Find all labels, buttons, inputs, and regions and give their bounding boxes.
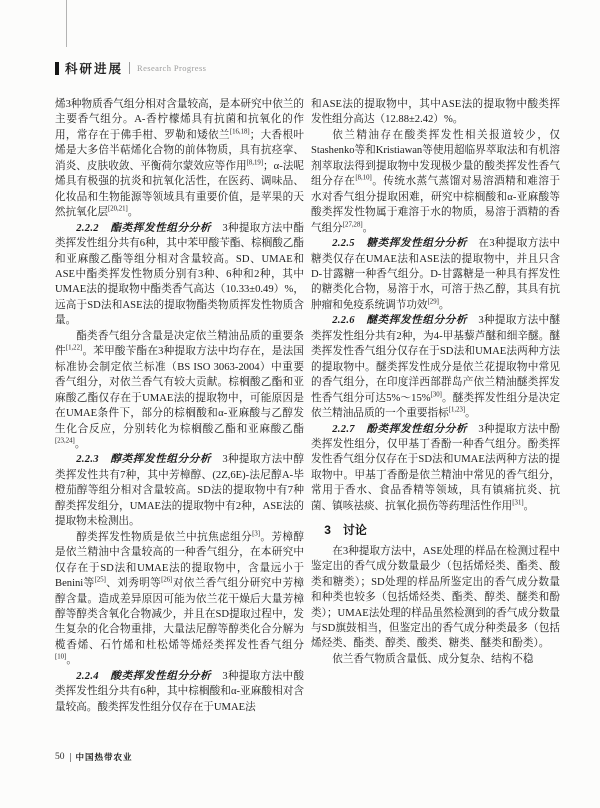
paragraph: 酯类香气组分含量是决定依兰精油品质的重要条件[1,22]。苯甲酸苄酯在3种提取方法中均存在，是法国标准协会制定依兰标准（BS ISO 3063-2004）中重要香气组分，对依兰香气有较大贡献。棕榈酸乙酯和亚麻酸乙酯仅存在于UMAE法的提取物中，可能原因是在UMAE条件下，部分的棕榈酸和α-亚麻酸与乙醇发生化合反应，分别转化为棕榈酸乙酯和亚麻酸乙酯[23,24]。 xyxy=(55,330,304,450)
citation-ref: [16,18] xyxy=(229,128,250,136)
citation-ref: [10] xyxy=(55,653,67,661)
paragraph: 2.2.7 酚类挥发性组分分析 3种提取方法中酚类挥发性组分，仅甲基丁香酚一种香气组分。酚类挥发性香气组分仅存在于SD法和UMAE法两种方法的提取物中。甲基丁香酚是依兰精油中常见的香气组分，常用于香水、食品香精等领域，具有镇痛抗炎、抗菌、镇咳祛痰、抗氧化损伤等药理活性作用[31]。 xyxy=(311,423,560,512)
left-column xyxy=(55,97,304,749)
subsection-label: 2.2.7 酚类挥发性组分分析 xyxy=(332,423,479,435)
section-title-cn: 科研进展 xyxy=(65,62,124,76)
subsection-label: 2.2.2 酯类挥发性组分分析 xyxy=(76,222,223,234)
subsection-label: 2.2.3 醇类挥发性组分分析 xyxy=(76,454,223,466)
paragraph: 依兰香气物质含量低、成分复杂、结构不稳 xyxy=(332,653,534,665)
citation-ref: [1,23] xyxy=(448,406,466,414)
paragraph: 在3种提取方法中，ASE处理的样品在检测过程中鉴定出的香气成分数量最少（包括烯烃类、酯类、酸类和糖类）；SD处理的样品所鉴定出的香气成分数量和种类也较多（包括烯烃类、酯类、醇类、醚类和酚类）；UMAE法处理的样品虽然检测到的香气成分数量与SD旗鼓相当，但鉴定出的香气成分种类最多（包括烯烃类、酯类、醇类、酸类、糖类、醚类和酚类）。 xyxy=(311,545,560,650)
subsection-label: 2.2.6 醚类挥发性组分分析 xyxy=(332,315,479,327)
article-body xyxy=(55,97,560,749)
subsection-label: 2.2.4 酸类挥发性组分分析 xyxy=(76,670,223,682)
paragraph: 2.2.6 醚类挥发性组分分析 3种提取方法中醚类挥发性组分共有2种，为4-甲基藜芦醚和细辛醚。醚类挥发性香气组分仅存在于SD法和UMAE法两种方法的提取物中。醚类挥发性成分是依兰花提取物中常见的香气组分，在印度洋西部群岛产依兰精油醚类挥发性香气组分可达5%～15%[30]。醚类挥发性组分是决定依兰精油品质的一个重要指标[1,23]。 xyxy=(311,315,560,420)
paragraph: 2.2.2 酯类挥发性组分分析 3种提取方法中酯类挥发性组分共有6种，其中苯甲酸苄酯、棕榈酸乙酯和亚麻酸乙酯等组分相对含量较高。SD、UMAE和ASE中酯类挥发性物质分别有3种、6种和2种，其中UMAE法的提取物中酯类香气高达（10.33±0.49）%，远高于SD法和ASE法的提取物酯类物质挥发性物质含量。 xyxy=(55,222,304,327)
citation-ref: [20,21] xyxy=(107,205,128,213)
paragraph: 醇类挥发性物质是依兰中抗焦虑组分[3]。芳樟醇是依兰精油中含量较高的一种香气组分，在本研究中仅存在于SD法和UMAE法的提取物中，含量远小于Benini等[25]、刘秀明等[26]对依兰香气组分研究中芳樟醇含量。造成差异原因可能为依兰花干燥后大量芳樟醇等醇类含氧化合物减少，并且在SD提取过程中，发生复杂的化合物重排，大量法尼醇等醇类化合分解为榄香烯、石竹烯和杜松烯等烯烃类挥发性香气组分[10]。 xyxy=(55,530,304,667)
paragraph: 依兰精油存在酸类挥发性相关报道较少，仅Stashenko等和Kristiawan等使用超临界萃取法和有机溶剂萃取法得到提取物中发现极少量的酸类挥发性香气组分存在[8,10]。传统水蒸气蒸馏对易溶酒精和难溶于水对香气组分提取困难，研究中棕榈酸和α-亚麻酸等酸类挥发性物属于难溶于水的物质，易溶于酒精的香气组分[27,28]。 xyxy=(311,129,560,234)
section-banner-divider xyxy=(129,62,130,74)
journal-name: 中国热带农业 xyxy=(75,752,133,762)
citation-ref: [27,28] xyxy=(342,221,363,229)
citation-ref: [29] xyxy=(427,298,439,306)
paragraph: 2.2.4 酸类挥发性组分分析 3种提取方法中酸类挥发性组分共有6种，其中棕榈酸和α-亚麻酸相对含量较高。酸类挥发性组分仅存在于UMAE法 xyxy=(55,670,304,713)
right-column xyxy=(311,97,560,749)
citation-ref: [25] xyxy=(94,576,106,584)
citation-ref: [8,19] xyxy=(246,159,264,167)
citation-ref: [3] xyxy=(252,530,261,538)
section-title-en: Research Progress xyxy=(137,63,207,73)
page-corner-rule xyxy=(66,0,67,47)
paragraph: 2.2.5 糖类挥发性组分分析 在3种提取方法中糖类仅存在UMAE法和ASE法的提取物中，并且只含D-甘露糖一种香气组分。D-甘露糖是一种具有挥发性的糖类化合物，易溶于水，可溶于热乙醇，其具有抗肿瘤和免疫系统调节功效[29]。 xyxy=(311,238,560,311)
paragraph: 2.2.3 醇类挥发性组分分析 3种提取方法中醇类挥发性共有7种，其中芳樟醇、(2Z,6E)-法尼醇A-毕橙茄醇等组分相对含量较高。SD法的提取物中有7种醇类挥发组分，UMAE法的提取物中有2种，ASE法的提取物未检测出。 xyxy=(55,454,304,528)
page-footer xyxy=(55,751,133,763)
page-number: 50 xyxy=(55,752,65,762)
section-banner xyxy=(55,59,206,77)
footer-divider xyxy=(70,753,71,762)
discussion-heading: 3 讨论 xyxy=(324,523,367,538)
citation-ref: [30] xyxy=(430,391,442,399)
subsection-label: 2.2.5 糖类挥发性组分分析 xyxy=(332,238,479,250)
section-banner-bar xyxy=(55,62,59,75)
citation-ref: [23,24] xyxy=(55,437,75,445)
paragraph: 烯3种物质香气组分相对含量较高，是本研究中依兰的主要香气组分。A-香柠檬烯具有抗菌和抗氧化的作用，常存在于佛手柑、罗勒和矮依兰[16,18]；大香根叶烯是大多倍半萜烯化合物的前体物质，具有抗痉挛、消炎、皮肤收敛、平衡荷尔蒙效应等作用[8,19]；α-法呢烯具有极强的抗炎和抗氧化活性，在医药、调味品、化妆品和生物能源等领域具有重要价值，是苹果的天然抗氧化层[20,21]。 xyxy=(55,99,304,219)
citation-ref: [26] xyxy=(161,576,173,584)
citation-ref: [8,10] xyxy=(355,174,372,182)
citation-ref: [1,22] xyxy=(65,344,83,352)
citation-ref: [31] xyxy=(512,499,524,507)
paragraph: 和ASE法的提取物中，其中ASE法的提取物中酸类挥发性组分高达（12.88±2.42）%。 xyxy=(311,99,560,126)
